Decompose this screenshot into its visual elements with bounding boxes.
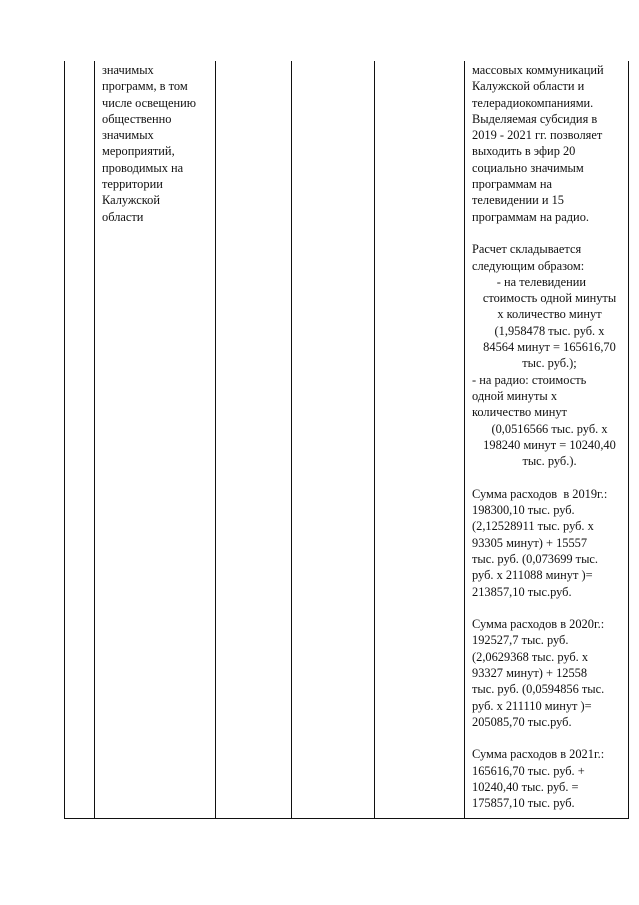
document-table	[64, 61, 629, 819]
text-line: Сумма расходов в 2019г.:	[472, 486, 608, 501]
text-line: количество минут	[472, 405, 567, 420]
column-divider	[215, 61, 216, 818]
text-line: 93305 минут) + 15557	[472, 535, 588, 550]
column-divider	[94, 61, 95, 818]
text-line: Калужской области и	[472, 79, 585, 94]
text-line: телерадиокомпаниями.	[472, 95, 594, 110]
text-line: значимых	[102, 63, 154, 77]
text-line: тыс. руб.).	[522, 454, 577, 469]
text-line: - на радио: стоимость	[472, 372, 587, 387]
text-line: тыс. руб. (0,0594856 тыс.	[472, 682, 605, 697]
text-line: (1,958478 тыс. руб. х	[494, 323, 605, 338]
text-line: 84564 минут = 165616,70	[483, 340, 616, 355]
text-line: 10240,40 тыс. руб. =	[472, 780, 579, 795]
text-line: Калужской	[102, 193, 160, 208]
text-line: 175857,10 тыс. руб.	[472, 796, 575, 811]
text-line: Выделяемая субсидия в	[472, 111, 598, 126]
program-description-cell	[102, 62, 196, 225]
text-line: тыс. руб.);	[522, 356, 577, 371]
text-line: Сумма расходов в 2020г.:	[472, 617, 605, 632]
column-divider	[464, 61, 465, 818]
column-divider	[374, 61, 375, 818]
text-line: числе освещению	[102, 95, 196, 110]
text-line: 192527,7 тыс. руб.	[472, 633, 569, 648]
text-line: одной минуты х	[472, 388, 558, 403]
text-line: 2019 - 2021 гг. позволяет	[472, 128, 603, 143]
text-line: проводимых на	[102, 160, 184, 175]
text-line: 205085,70 тыс.руб.	[472, 714, 572, 729]
text-line: 165616,70 тыс. руб. +	[472, 763, 585, 778]
paragraph-gap	[472, 600, 627, 616]
text-line: массовых коммуникаций	[472, 63, 604, 77]
text-line: 213857,10 тыс.руб.	[472, 584, 572, 599]
text-line: тыс. руб. (0,073699 тыс.	[472, 551, 599, 566]
text-line: (0,0516566 тыс. руб. х	[491, 421, 608, 436]
column-divider	[291, 61, 292, 818]
paragraph-gap	[472, 730, 627, 746]
text-line: социально значимым	[472, 160, 584, 175]
text-line: мероприятий,	[102, 144, 175, 159]
text-line: (2,0629368 тыс. руб. х	[472, 649, 589, 664]
text-line: выходить в эфир 20	[472, 144, 576, 159]
text-line: общественно	[102, 111, 172, 126]
text-line: территории	[102, 177, 163, 192]
text-line: программ, в том	[102, 79, 188, 94]
text-line: программам на	[472, 177, 552, 192]
text-line: области	[102, 209, 144, 224]
text-line: руб. х 211110 минут )=	[472, 698, 592, 713]
text-line: Расчет складывается	[472, 242, 582, 257]
text-line: Сумма расходов в 2021г.:	[472, 747, 605, 762]
text-line: 93327 минут) + 12558	[472, 665, 588, 680]
calculation-cell	[472, 62, 627, 812]
text-line: 198300,10 тыс. руб.	[472, 503, 575, 518]
text-line: руб. х 211088 минут )=	[472, 568, 593, 583]
text-line: значимых	[102, 128, 154, 143]
paragraph-gap	[472, 469, 627, 485]
text-line: программам на радио.	[472, 209, 589, 224]
text-line: телевидении и 15	[472, 193, 564, 208]
text-line: (2,12528911 тыс. руб. х	[472, 519, 594, 534]
text-line: - на телевидении	[472, 274, 587, 289]
text-line: следующим образом:	[472, 258, 585, 273]
text-line: 198240 минут = 10240,40	[483, 437, 616, 452]
paragraph-gap	[472, 225, 627, 241]
text-line: стоимость одной минуты	[482, 291, 617, 306]
text-line: х количество минут	[497, 307, 602, 322]
